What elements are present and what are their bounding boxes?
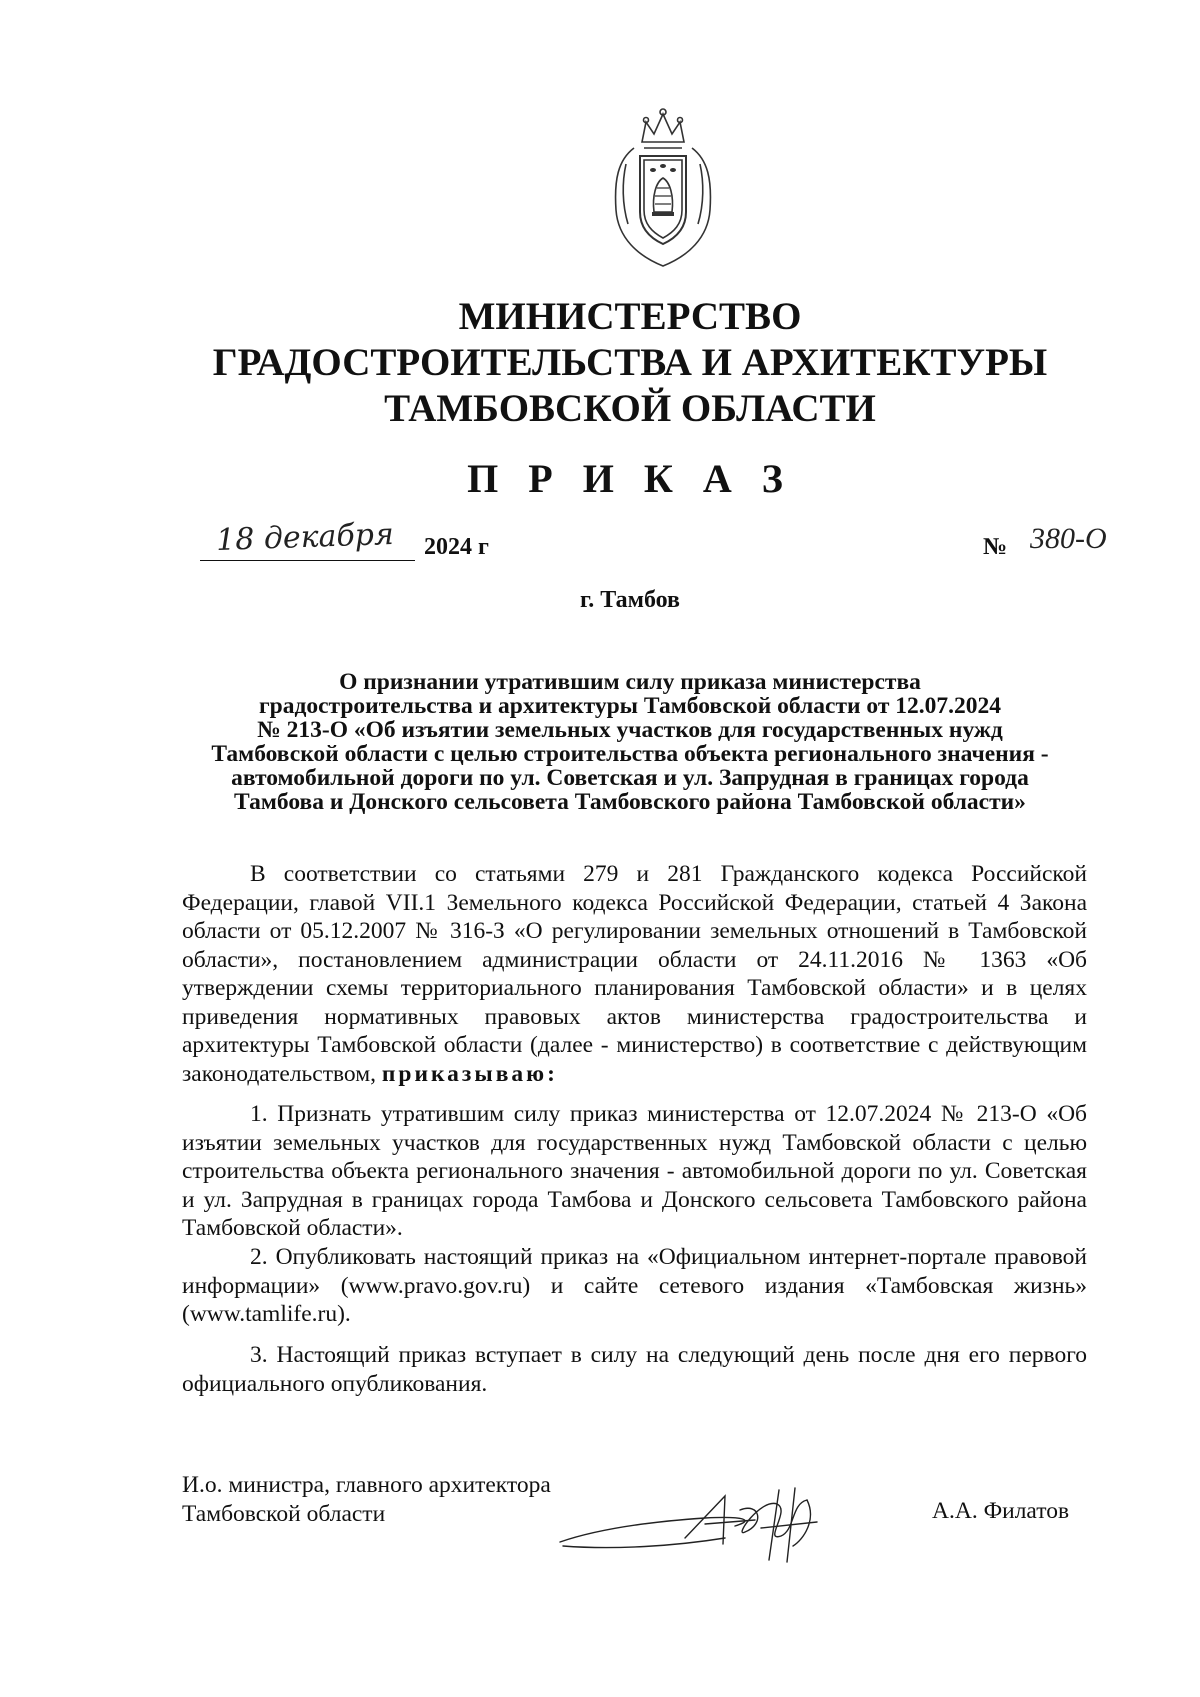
order-keyword-colon: : — [547, 1060, 555, 1087]
date-year: 2024 г — [424, 534, 489, 560]
signatory-position-line-2: Тамбовской области — [182, 1501, 386, 1527]
order-item-1-text: 1. Признать утратившим силу приказ министерства от 12.07.2024 № 213-О «Об изъятии земельных участков для государственных нужд Тамбовской области с целью строительства объекта регионального значения - автомобильной дороги по ул. Советская и ул. Запрудная в границах города Тамбова и Донского сельсовета Тамбовского района Тамбовской области». — [182, 1101, 1087, 1241]
signatory-name: А.А. Филатов — [932, 1498, 1070, 1524]
heading-line: градостроительства и архитектуры Тамбовской области от 12.07.2024 — [258, 693, 1002, 719]
heading-line: Тамбова и Донского сельсовета Тамбовского района Тамбовской области» — [234, 789, 1026, 815]
ministry-name-line-2: ГРАДОСТРОИТЕЛЬСТВА И АРХИТЕКТУРЫ — [212, 341, 1048, 384]
ministry-name-line-3: ТАМБОВСКОЙ ОБЛАСТИ — [384, 387, 876, 430]
issue-city: г. Тамбов — [580, 587, 680, 613]
heading-line: № 213-О «Об изъятии земельных участков для государственных нужд — [257, 717, 1003, 743]
handwritten-signature — [555, 1480, 895, 1570]
handwritten-date: 18 декабря — [215, 516, 395, 559]
heading-line: О признании утратившим силу приказа министерства — [339, 669, 921, 695]
order-keyword: приказываю — [381, 1060, 548, 1087]
order-item-2 — [182, 1243, 1087, 1329]
order-number-sign: № — [983, 534, 1008, 560]
order-item-3-text: 3. Настоящий приказ вступает в силу на следующий день после дня его первого официального опубликования. — [182, 1342, 1087, 1397]
heading-line: автомобильной дороги по ул. Советская и ул. Запрудная в границах города — [231, 765, 1029, 791]
order-item-2-text: 2. Опубликовать настоящий приказ на «Официальном интернет-портале правовой информации» (www.pravo.gov.ru) и сайте сетевого издания «Тамбовская жизнь» (www.tamlife.ru). — [182, 1244, 1087, 1327]
document-type-title: П Р И К А З — [467, 456, 793, 501]
ministry-name-line-1: МИНИСТЕРСТВО — [458, 295, 802, 338]
preamble-text: В соответствии со статьями 279 и 281 Гражданского кодекса Российской Федерации, главой VII.1 Земельного кодекса Российской Федерации, статьей 4 Закона области от 05.12.2007 № 316-З «О регулировании земельных отношений в Тамбовской области», постановлением администрации области от 24.11.2016 № 1363 «Об утверждении схемы территориального планирования Тамбовской области» и в целях приведения нормативных правовых актов министерства градостроительства и архитектуры Тамбовской области (далее - министерство) в соответствие с действующим законодательством, — [182, 861, 1087, 1087]
order-item-3 — [182, 1341, 1087, 1398]
heading-line: Тамбовской области с целью строительства объекта регионального значения - — [211, 741, 1049, 767]
date-underline — [200, 560, 415, 561]
order-item-1 — [182, 1100, 1087, 1243]
handwritten-order-number: 380-О — [1030, 522, 1107, 555]
signatory-position-line-1: И.о. министра, главного архитектора — [182, 1472, 551, 1498]
preamble-paragraph — [182, 860, 1087, 1088]
signatory-position — [182, 1471, 551, 1529]
tambov-region-coat-of-arms-icon — [604, 100, 722, 270]
order-subject-heading — [175, 670, 1085, 814]
